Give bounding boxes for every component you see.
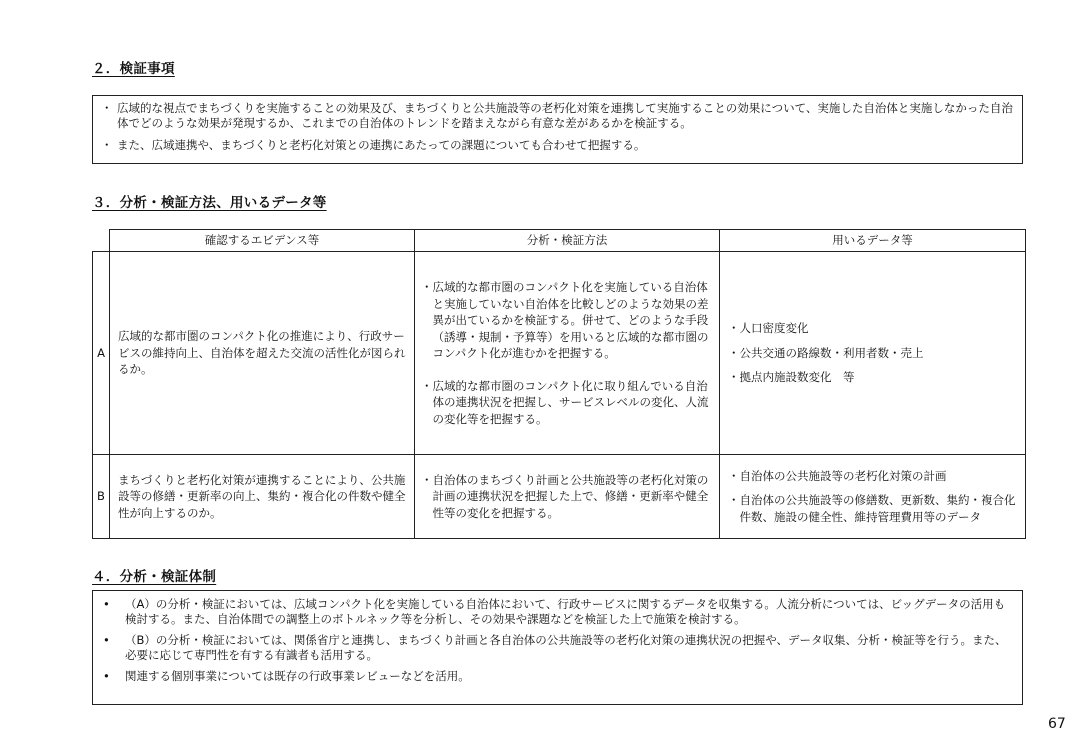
table-row-b — [93, 455, 1026, 539]
header-blank-cell — [93, 230, 110, 252]
data-point — [728, 345, 1019, 362]
point-marker: ・ — [728, 345, 740, 360]
point-marker: ・ — [421, 378, 433, 393]
point-text: 広域的な都市圏のコンパクト化に取り組んでいる自治体の連携状況を把握し、サービスレベルの変化、人流の変化等を把握する。 — [432, 378, 709, 426]
point-text: 拠点内施設数変化 等 — [739, 370, 855, 385]
evidence-cell: 広域的な都市圏のコンパクト化の推進により、行政サービスの維持向上、自治体を超えた交流の活性化が図られるか。 — [110, 252, 415, 455]
point-marker: ・ — [728, 493, 740, 508]
method-point — [421, 279, 713, 362]
bullet-text: また、広域連携や、まちづくりと老朽化対策との連携にあたっての課題についても合わせて把握する。 — [117, 138, 646, 152]
point-marker: ・ — [728, 468, 740, 483]
section-2-bullet-2 — [101, 138, 1014, 153]
section-4-box — [92, 590, 1023, 705]
point-text: 自治体のまちづくり計画と公共施設等の老朽化対策の計画の連携状況を把握した上で、修繕・更新率や健全性等の変化を把握する。 — [432, 472, 709, 520]
bullet-marker: • — [103, 669, 110, 683]
data-point — [728, 320, 1019, 337]
section-3-heading: ３．分析・検証方法、用いるデータ等 — [92, 195, 327, 211]
section-4-heading: ４．分析・検証体制 — [92, 569, 217, 585]
bullet-marker: • — [103, 597, 110, 611]
section-2-bullet-1 — [101, 101, 1014, 131]
point-text: 人口密度変化 — [739, 321, 809, 336]
bullet-marker: ・ — [101, 101, 113, 115]
header-method: 分析・検証方法 — [415, 230, 720, 252]
evidence-cell: まちづくりと老朽化対策が連携することにより、公共施設等の修繕・更新率の向上、集約・複合化の件数や健全性が向上するのか。 — [110, 455, 415, 539]
bullet-marker: ・ — [101, 138, 113, 152]
section-2-heading: ２．検証事項 — [92, 61, 175, 77]
header-evidence: 確認するエビデンス等 — [110, 230, 415, 252]
data-point — [728, 468, 1019, 485]
point-text: 自治体の公共施設等の修繕数、更新数、集約・複合化件数、施設の健全性、維持管理費用等のデータ — [739, 493, 1016, 524]
section-4-bullet-1 — [103, 597, 1014, 627]
row-letter: A — [93, 252, 110, 455]
data-cell — [720, 252, 1026, 455]
point-marker: ・ — [421, 472, 433, 487]
page-number: 67 — [1048, 716, 1066, 732]
table-header-row — [93, 230, 1026, 252]
point-text: 自治体の公共施設等の老朽化対策の計画 — [739, 468, 947, 483]
bullet-text: （A）の分析・検証においては、広域コンパクト化を実施している自治体において、行政サービスに関するデータを収集する。人流分析については、ビッグデータの活用も検討する。また、自治体間での調整上のボトルネック等を分析し、その効果や課題などを検証した上で施策を検討する。 — [125, 597, 1006, 626]
point-marker: ・ — [421, 280, 433, 294]
row-letter: B — [93, 455, 110, 539]
point-text: 公共交通の路線数・利用者数・売上 — [739, 345, 924, 360]
bullet-text: 関連する個別事業については既存の行政事業レビューなどを活用。 — [125, 669, 470, 683]
point-text: 広域的な都市圏のコンパクト化を実施している自治体と実施していない自治体を比較しどのような効果の差異が出ているかを検証する。併せて、どのような手段（誘導・規制・予算等）を用いると広域的な都市圏のコンパクト化が進むかを把握する。 — [432, 280, 709, 360]
data-cell — [720, 455, 1026, 539]
bullet-marker: • — [103, 633, 110, 647]
method-cell — [415, 455, 720, 539]
data-point — [728, 492, 1019, 525]
bullet-text: （B）の分析・検証においては、関係省庁と連携し、まちづくり計画と各自治体の公共施設等の老朽化対策の連携状況の把握や、データ収集、分析・検証等を行う。また、必要に応じて専門性を有する有識者も活用する。 — [125, 633, 1007, 662]
section-4-bullet-3 — [103, 669, 1014, 684]
header-data: 用いるデータ等 — [720, 230, 1026, 252]
table-row-a — [93, 252, 1026, 455]
bullet-text: 広域的な視点でまちづくりを実施することの効果及び、まちづくりと公共施設等の老朽化対策を連携して実施することの効果について、実施した自治体と実施しなかった自治体でどのような効果が発現するか、これまでの自治体のトレンドを踏まえながら有意な差があるかを検証する。 — [117, 101, 1013, 130]
method-point — [421, 472, 713, 522]
point-marker: ・ — [728, 370, 740, 385]
method-point — [421, 378, 713, 428]
method-cell — [415, 252, 720, 455]
section-4-bullet-2 — [103, 633, 1014, 663]
section-2-box — [92, 95, 1023, 164]
evidence-table — [92, 229, 1026, 539]
point-marker: ・ — [728, 321, 740, 336]
data-point — [728, 369, 1019, 386]
